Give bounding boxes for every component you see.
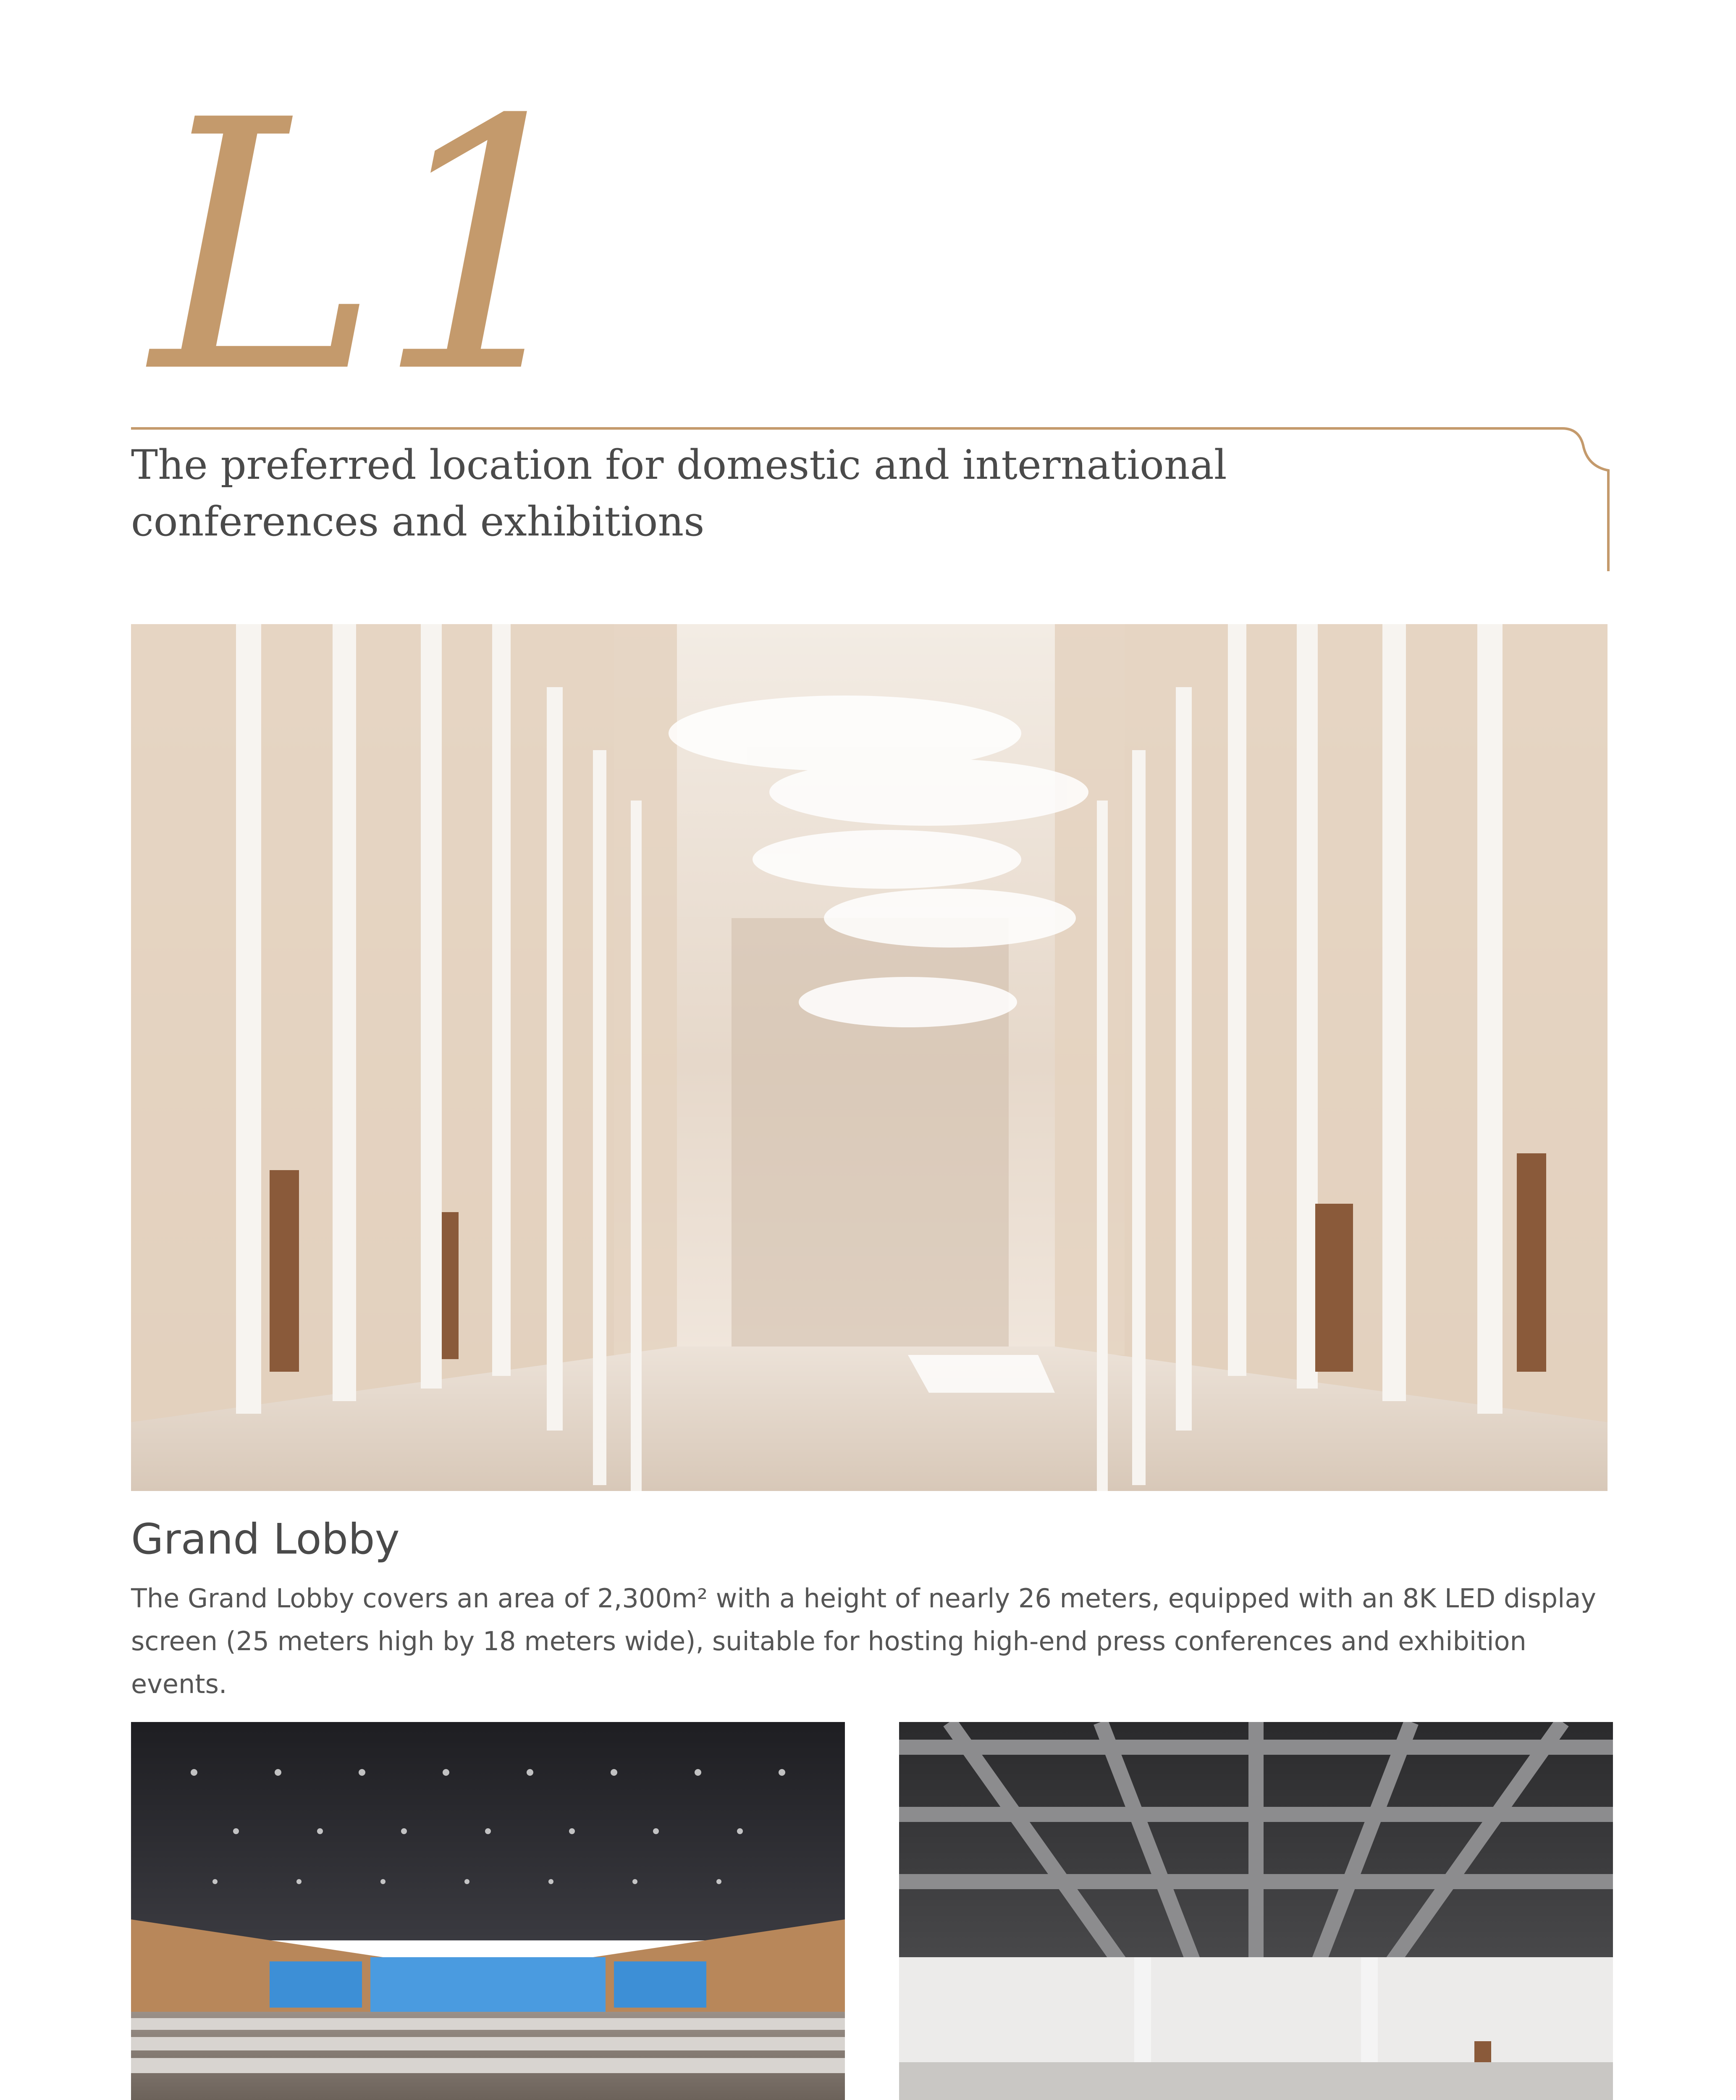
grand-lobby-photo [131,624,1608,1491]
floor-label: L1 [151,47,591,448]
plenary-hall-photo [131,1722,845,2100]
grand-lobby-title: Grand Lobby [131,1515,400,1564]
grand-lobby-description: The Grand Lobby covers an area of 2,300m² with a height of nearly 26 meters, equipped with an 8K LED display screen (25 meters high by 18 meters wide), suitable for hosting high-end press conferences and exhibition events. [131,1583,1597,1699]
page-tagline: The preferred location for domestic and international conferences and exhibitions [131,441,1227,545]
exhibition-halls-photo [899,1722,1613,2100]
